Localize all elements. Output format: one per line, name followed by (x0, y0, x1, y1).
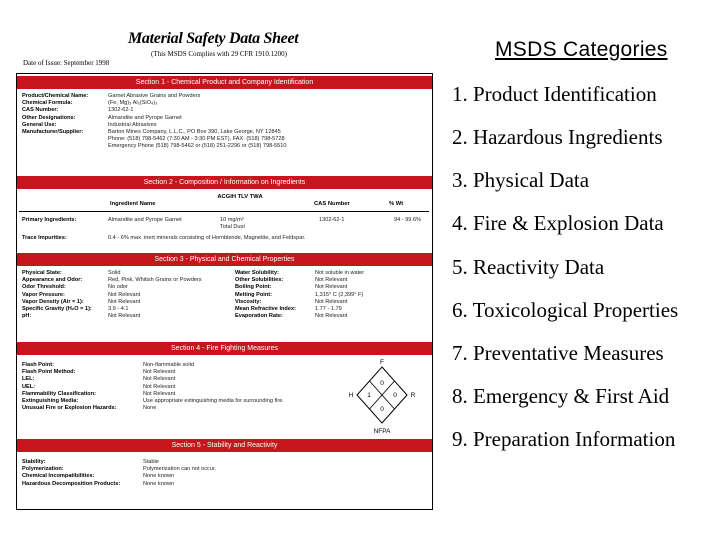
category-item: 9. Preparation Information (452, 427, 676, 451)
category-item: 5. Reactivity Data (452, 255, 605, 279)
nfpa-health-value: 1 (367, 392, 371, 399)
col-ingredient-name: Ingredient Name (110, 201, 156, 207)
sheet-title: Material Safety Data Sheet (128, 30, 299, 47)
s1-row: Emergency Phone (518) 798-5462 or (518) 251-2296 or (518) 798-5510 (108, 143, 287, 150)
s1-row: CAS Number: 1302-62-1 (22, 107, 134, 114)
s3-row: Viscosity: Not Relevant (235, 298, 348, 305)
section3-left (22, 270, 202, 320)
s1-row: Manufacturer/Supplier: Barton Mines Company, L.L.C., PO Box 390, Lake George, NY 12845 (22, 129, 281, 136)
s2-total-dust-row: Total Dust (220, 224, 245, 231)
s3-row: Specific Gravity (H₂O = 1): 3.9 - 4.1 (22, 306, 129, 313)
s2-primary-row: Primary Ingredients: Almandite and Pyrope Garnet 10 mg/m³ 1302-62-1 94 - 99.6% (22, 217, 422, 223)
nfpa-health-label: H (348, 392, 354, 399)
section1-rows (22, 93, 287, 151)
section2-header: Section 2 - Composition / Information on Ingredients (17, 176, 432, 189)
s1-row: Chemical Formula: (Fe, Mg)₃ Al₂(SiO₄)₃ (22, 100, 158, 107)
sheet-subtitle: (This MSDS Complies with 29 CFR 1910.1200) (151, 50, 287, 58)
s3-row: pH: Not Relevant (22, 313, 141, 320)
s3-row: Appearance and Odor: Red, Pink, Whitish Grains or Powders (22, 277, 202, 284)
nfpa-diamond (347, 357, 417, 437)
s3-row: Vapor Pressure: Not Relevant (22, 291, 141, 298)
category-item: 8. Emergency & First Aid (452, 384, 670, 408)
section4-header: Section 4 - Fire Fighting Measures (17, 342, 432, 355)
s1-row: General Use: Industrial Abrasives (22, 121, 157, 128)
section1-header: Section 1 - Chemical Product and Company Identification (17, 76, 432, 89)
category-item: 1. Product Identification (452, 82, 657, 106)
nfpa-flammability-value: 0 (380, 380, 384, 387)
category-item: 7. Preventative Measures (452, 341, 664, 365)
s3-row: Physical State: Solid (22, 270, 121, 276)
s3-row: Boiling Point: Not Relevant (235, 284, 348, 291)
s5-row: Chemical Incompatibilities: None known (22, 473, 175, 480)
s3-row: Vapor Density (Air = 1): Not Relevant (22, 298, 141, 305)
s2-trace-row: Trace Impurities: 0.4 - 6% max. inert minerals consisting of Hornblende, Magnetite, and Feldspar. (22, 235, 306, 241)
category-item: 6. Toxicological Properties (452, 298, 679, 322)
section3-right (235, 270, 364, 320)
s3-row: Evaporation Rate: Not Relevant (235, 313, 348, 320)
section2-primary (22, 217, 421, 231)
s5-row: Hazardous Decomposition Products: None known (22, 480, 175, 487)
nfpa-label: NFPA (373, 428, 391, 435)
s4-row: UEL: Not Relevant (22, 383, 176, 390)
category-item: 2. Hazardous Ingredients (452, 125, 663, 149)
nfpa-reactivity-value: 0 (393, 392, 397, 399)
col-wt-percent: % Wt (389, 201, 404, 207)
s1-row: Phone: (518) 798-5462 (7:30 AM - 3:30 PM EST), FAX: (518) 798-5728 (108, 136, 285, 143)
s3-row: Melting Point: 1,315° C (2,399° F) (235, 291, 364, 298)
s4-row: Flammability Classification: Not Relevant (22, 390, 176, 397)
s4-row: Flash Point Method: Not Relevant (22, 369, 176, 376)
s5-row: Polymerization: Polymerization can not occur. (22, 466, 217, 473)
s3-row: Other Solubilities: Not Relevant (235, 277, 348, 284)
nfpa-reactivity-label: R (410, 392, 416, 399)
s4-row: Flash Point: Non-flammable solid (22, 362, 194, 368)
s4-row: LEL: Not Relevant (22, 376, 176, 383)
category-item: 4. Fire & Explosion Data (452, 211, 664, 235)
s3-row: Mean Refractive Index: 1.77 - 1.79 (235, 306, 342, 313)
s3-row: Water Solubility: Not soluble in water (235, 270, 365, 276)
section2-trace (22, 235, 305, 242)
issue-date: Date of Issue: September 1998 (23, 59, 110, 67)
s4-row: Extinguishing Media: Use appropriate extinguishing media for surrounding fire. (22, 398, 284, 405)
categories-title: MSDS Categories (495, 38, 668, 61)
col-acgih-tlv: ACGIH TLV TWA (217, 194, 263, 200)
nfpa-flammability-label: F (380, 359, 384, 366)
category-item: 3. Physical Data (452, 168, 590, 192)
s1-row: Product/Chemical Name: Garnet Abrasive Grains and Powders (22, 93, 201, 99)
col-cas-number: CAS Number (314, 201, 350, 207)
section4-rows (22, 362, 284, 412)
s1-row: Other Designations: Almandite and Pyrope Garnet (22, 114, 182, 121)
nfpa-special-value: 0 (380, 406, 384, 413)
s5-row: Stability: Stable (22, 459, 159, 465)
section5-rows (22, 459, 216, 488)
section3-header: Section 3 - Physical and Chemical Properties (17, 253, 432, 266)
s4-row: Unusual Fire or Explosion Hazards: None (22, 405, 157, 412)
sheet-frame (16, 73, 433, 510)
section5-header: Section 5 - Stability and Reactivity (17, 439, 432, 452)
s2-divider (19, 211, 429, 212)
s3-row: Odor Threshold: No odor (22, 284, 128, 291)
msds-sheet-image (13, 26, 434, 512)
